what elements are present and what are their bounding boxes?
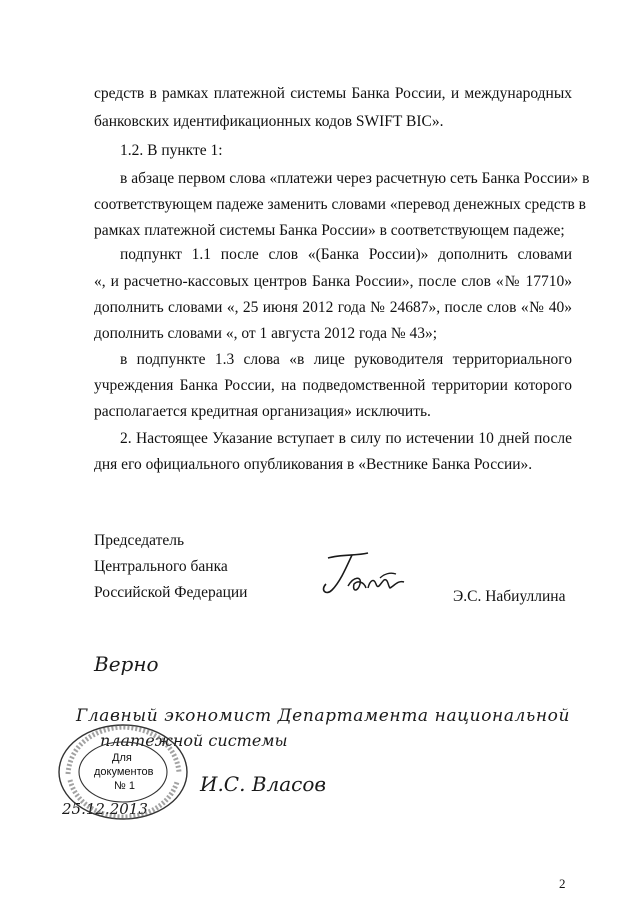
para3-line2: «, и расчетно-кассовых центров Банка России», после слов «№ 17710» bbox=[94, 273, 572, 290]
stamp-inner-line2: документов bbox=[94, 766, 154, 778]
signer-name: Э.С. Набиуллина bbox=[453, 588, 566, 605]
point-1-2: 1.2. В пункте 1: bbox=[120, 142, 223, 159]
para5-line2: дня его официального опубликования в «Вестнике Банка России». bbox=[94, 456, 533, 473]
para3-line4: дополнить словами «, от 1 августа 2012 года № 43»; bbox=[94, 325, 438, 342]
para4-line3: располагается кредитная организация» исключить. bbox=[94, 403, 431, 420]
signatory-title-line3: Российской Федерации bbox=[94, 584, 248, 601]
page-number: 2 bbox=[559, 876, 566, 891]
para2-line3: рамках платежной системы Банка России» в соответствующем падеже; bbox=[94, 222, 565, 239]
para3-line1: подпункт 1.1 после слов «(Банка России)» дополнить словами bbox=[120, 246, 572, 263]
certification-date: 25.12.2013 bbox=[62, 800, 148, 818]
para4-line2: учреждения Банка России, на подведомственной территории которого bbox=[94, 377, 572, 394]
handwritten-signature bbox=[318, 550, 410, 604]
para4-line1: в подпункте 1.3 слова «в лице руководителя территориального bbox=[120, 351, 572, 368]
para5-line1: 2. Настоящее Указание вступает в силу по истечении 10 дней после bbox=[120, 430, 572, 447]
stamp-inner-line3: № 1 bbox=[114, 780, 135, 792]
stamp-inner-line1: Для bbox=[112, 752, 132, 764]
signatory-title-line1: Председатель bbox=[94, 532, 185, 549]
round-stamp bbox=[56, 722, 190, 822]
para1-line2: банковских идентификационных кодов SWIFT BIC». bbox=[94, 113, 444, 130]
verno-handwriting: Верно bbox=[94, 652, 159, 676]
signatory-title-line2: Центрального банка bbox=[94, 558, 228, 575]
para2-line1: в абзаце первом слова «платежи через расчетную сеть Банка России» в bbox=[120, 170, 590, 187]
certification-line1: Главный экономист Департамента национальной bbox=[76, 706, 571, 726]
certifier-signature: И.С. Власов bbox=[200, 772, 327, 796]
certification-line2: платежной системы bbox=[100, 731, 288, 750]
para2-line2: соответствующем падеже заменить словами «перевод денежных средств в bbox=[94, 196, 586, 213]
para1-line1: средств в рамках платежной системы Банка России, и международных bbox=[94, 85, 572, 102]
para3-line3: дополнить словами «, 25 июня 2012 года № 24687», после слов «№ 40» bbox=[94, 299, 572, 316]
